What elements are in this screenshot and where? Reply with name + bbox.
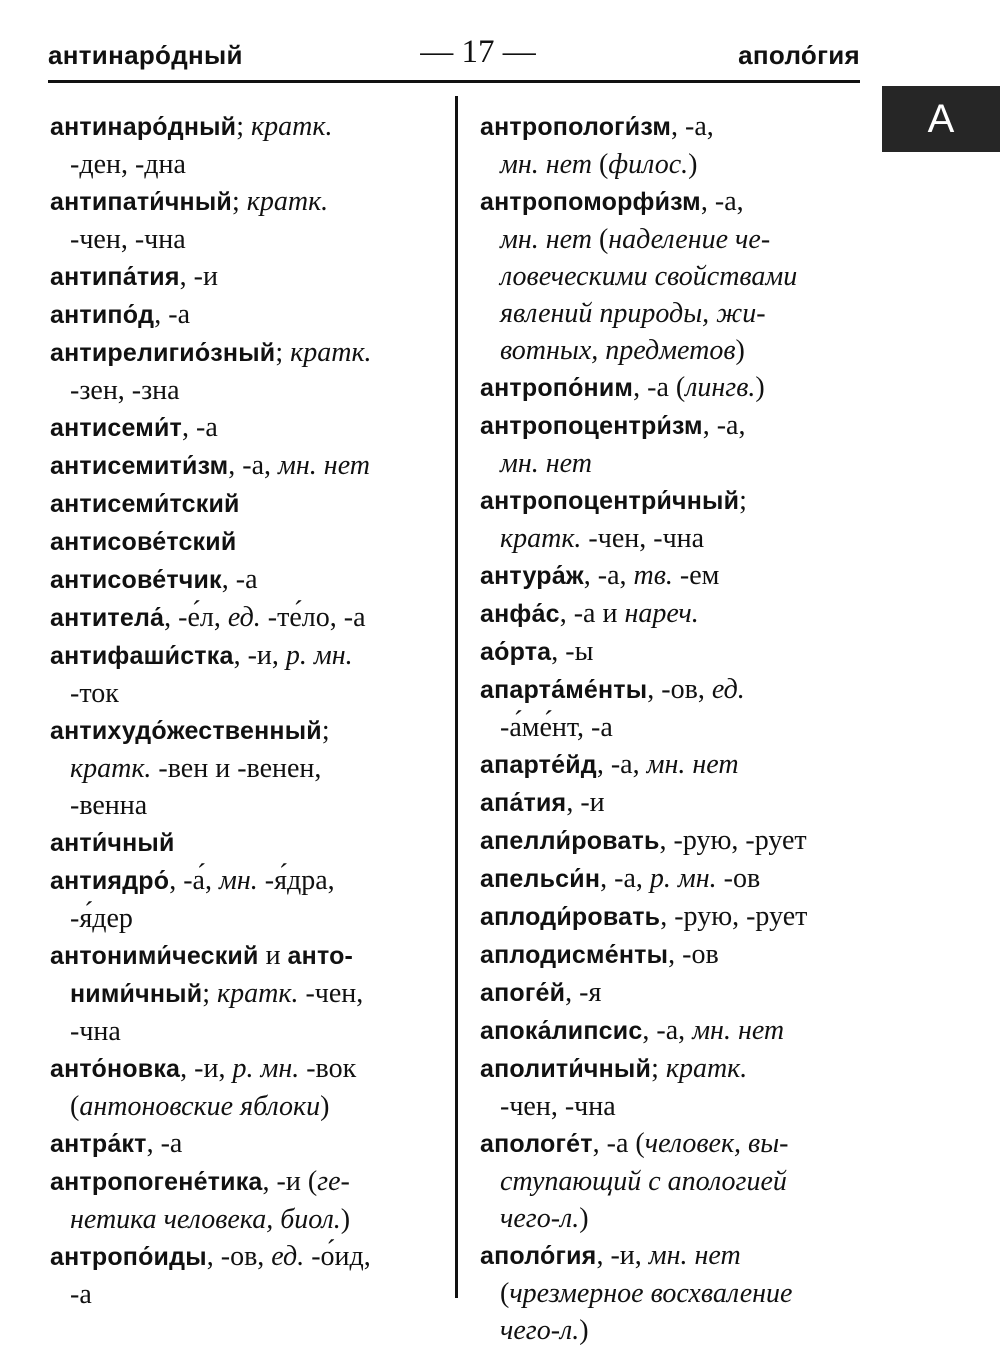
inflection-text: -чна [70,1016,121,1047]
entry-line [50,824,445,862]
inflection-text: , -а ( [633,372,686,403]
dictionary-entry [50,108,445,183]
grammar-note: лингв. [685,372,756,403]
inflection-text: , -и, [596,1240,649,1271]
dictionary-entry [480,108,865,183]
inflection-text: , -а́, [169,865,219,896]
dictionary-entry [50,523,445,561]
headword: антра́кт [50,1130,147,1158]
entry-continuation-line [50,975,445,1013]
entry-continuation-line [480,221,865,258]
inflection-text: , -а, [596,749,647,780]
inflection-text: ; [236,111,252,142]
dictionary-entry [50,599,445,637]
inflection-text: -о́ид, [304,1241,371,1272]
dictionary-entry [50,485,445,523]
entry-line [480,595,865,633]
grammar-note: мн. нет [500,149,592,180]
entry-line [50,561,445,599]
grammar-note: ловеческими свойствами [500,261,798,292]
headword: аполити́чный [480,1055,652,1083]
entry-line [480,671,865,709]
entry-continuation-line [480,258,865,295]
headword: антропологи́зм [480,113,672,141]
inflection-text: , -рую, -рует [659,825,807,856]
inflection-text: ; [202,978,218,1009]
headword: апоге́й [480,979,566,1007]
entry-line [480,1012,865,1050]
inflection-text: -я́дра, [257,865,335,896]
inflection-text: , -а, [642,1015,693,1046]
grammar-note: р. мн. [649,863,717,894]
inflection-text: , -а, [583,560,634,591]
dictionary-entry [480,595,865,633]
entry-line [50,937,445,975]
inflection-text: , -ов, [206,1241,272,1272]
dictionary-entry [480,671,865,746]
entry-continuation-line [480,1088,865,1125]
header-left-headword: антинаро́дный [48,40,243,70]
entry-line [480,557,865,595]
headword: антура́ж [480,562,584,590]
inflection-text: ; [739,485,747,516]
entry-line [50,183,445,221]
dictionary-entry [50,712,445,824]
dictionary-entry [50,334,445,409]
dictionary-entry [50,1238,445,1313]
inflection-text: , -а [154,299,191,330]
entry-line [50,296,445,334]
entry-continuation-line [50,1013,445,1050]
dictionary-entry [50,183,445,258]
headword: антисове́тский [50,528,237,556]
grammar-note: ед. [711,674,745,705]
headword: антипа́тия [50,263,180,291]
headword: апелли́ровать [480,827,660,855]
page-number: — 17 — [420,34,536,70]
entry-continuation-line [50,372,445,409]
inflection-text: , -а [146,1128,183,1159]
inflection-text: -вок [299,1053,357,1084]
headword: антирелигио́зный [50,339,276,367]
dictionary-entry [480,784,865,822]
headword: антропоцентри́чный [480,487,740,515]
entry-line [480,108,865,146]
grammar-note: человек, вы- [644,1128,789,1159]
entry-line [50,108,445,146]
grammar-note: филос. [608,149,689,180]
entry-continuation-line [50,1276,445,1313]
grammar-note: мн. нет [648,1240,741,1271]
entry-line [50,862,445,900]
grammar-note: кратк. [500,523,582,554]
grammar-note: антоновские яблоки [79,1091,321,1122]
inflection-text: , -и ( [262,1166,318,1197]
dictionary-entry [480,633,865,671]
dictionary-entry [480,1050,865,1125]
header-right-headword: аполо́гия [738,40,860,70]
running-header [48,30,860,83]
dictionary-entry [50,561,445,599]
entry-line [480,1237,865,1275]
entry-line [50,447,445,485]
inflection-text: , -ов [668,939,719,970]
headword: антропоцентри́зм [480,412,703,440]
inflection-text: ( [70,1091,80,1122]
inflection-text: -чен, -чна [70,224,186,255]
dictionary-entry [50,937,445,1050]
inflection-text: , -а, [700,186,744,217]
headword: антропо́ним [480,374,634,402]
entry-line [480,633,865,671]
grammar-note: кратк. [665,1053,748,1084]
dictionary-entry [480,974,865,1012]
headword: апарте́йд [480,751,597,779]
entry-continuation-line [50,900,445,937]
dictionary-entry [480,860,865,898]
inflection-text: , -а [221,564,258,595]
entry-line [480,784,865,822]
entry-line [480,407,865,445]
dictionary-entry [50,637,445,712]
inflection-text: ) [735,335,745,366]
dictionary-entry [480,746,865,784]
inflection-text: -чен, -чна [581,523,705,554]
dictionary-entry [480,407,865,482]
headword: ао́рта [480,638,552,666]
entry-line [50,1238,445,1276]
grammar-note: мн. нет [500,224,592,255]
inflection-text: -а [70,1279,92,1310]
grammar-note: мн. нет [278,450,370,481]
entry-continuation-line [50,750,445,787]
grammar-note: мн. нет [692,1015,785,1046]
dictionary-entry [480,557,865,595]
inflection-text: , -и, [233,640,286,671]
column-divider [455,96,458,1298]
headword: антитела́ [50,604,165,632]
dictionary-entry [50,824,445,862]
grammar-note: кратк. [70,753,152,784]
dictionary-entry [480,1237,865,1349]
headword: антисеми́тский [50,490,240,518]
grammar-note: чрезмерное восхваление [509,1278,793,1309]
thumb-tab-letter: А [927,97,955,141]
grammar-note: кратк. [246,186,329,217]
dictionary-entry [480,482,865,557]
grammar-note: ед. [271,1241,305,1272]
entry-continuation-line [480,1275,865,1312]
dictionary-entry [50,296,445,334]
inflection-text: , -е́л, [164,602,228,633]
headword: апологе́т [480,1130,593,1158]
entry-continuation-line [480,1200,865,1237]
headword: антоними́ческий [50,942,259,970]
headword: антинаро́дный [50,113,237,141]
grammar-note: кратк. [290,337,372,368]
entry-continuation-line [50,787,445,824]
entry-continuation-line [50,221,445,258]
inflection-text: -чен, [298,978,364,1009]
entry-continuation-line [50,146,445,183]
inflection-text: -а́ме́нт, -а [500,712,613,743]
inflection-text: ( [591,224,609,255]
entry-continuation-line [480,295,865,332]
headword: аполо́гия [480,1242,597,1270]
entry-line [50,485,445,523]
grammar-note: кратк. [251,111,333,142]
inflection-text: , -а, [702,410,746,441]
entry-line [50,1050,445,1088]
dictionary-entry [50,1125,445,1163]
headword: антисове́тчик [50,566,222,594]
entry-continuation-line [480,146,865,183]
dictionary-entry [50,409,445,447]
letter-thumb-tab [882,86,1000,152]
inflection-text: -я́дер [70,903,133,934]
dictionary-entry [480,822,865,860]
grammar-note: явлений природы, жи- [500,298,766,329]
inflection-text: , -я [565,977,602,1008]
dictionary-entry [50,862,445,937]
inflection-text: -ов [716,863,761,894]
headword: антропогене́тика [50,1168,263,1196]
inflection-text: ( [591,149,609,180]
headword: антихудо́жественный [50,717,322,745]
grammar-note: нетика человека, биол. [70,1204,341,1235]
grammar-note: мн. [218,865,258,896]
grammar-note: ступающий с апологией [500,1166,787,1197]
inflection-text: , -ов, [647,674,712,705]
inflection-text: ) [688,149,698,180]
entry-continuation-line [50,675,445,712]
entry-line [480,822,865,860]
headword: аплодисме́нты [480,941,669,969]
dictionary-entry [480,369,865,407]
entry-line [50,409,445,447]
inflection-text: , -а и [559,598,625,629]
dictionary-entry [480,1125,865,1237]
headword: антипати́чный [50,188,232,216]
dictionary-entry [50,1163,445,1238]
entry-continuation-line [480,1163,865,1200]
headword: антиядро́ [50,867,170,895]
inflection-text: , -и, [180,1053,233,1084]
grammar-note: чего-л. [500,1315,580,1346]
grammar-note: чего-л. [500,1203,580,1234]
inflection-text: -ден, -дна [70,149,186,180]
entry-line [50,523,445,561]
grammar-note: вотных, предметов [500,335,736,366]
headword: антисеми́т [50,414,183,442]
entry-continuation-line [480,332,865,369]
grammar-note: мн. нет [646,749,739,780]
headword: анфа́с [480,600,560,628]
entry-line [480,936,865,974]
grammar-note: ге- [317,1166,350,1197]
inflection-text: , -и [566,787,605,818]
dictionary-entry [50,258,445,296]
grammar-note: р. мн. [232,1053,300,1084]
dictionary-entry [480,1012,865,1050]
headword: ними́чный [70,980,203,1008]
entry-continuation-line [480,1312,865,1349]
headword: апарта́ме́нты [480,676,648,704]
entry-line [50,637,445,675]
entry-continuation-line [50,1088,445,1125]
inflection-text: -чен, -чна [500,1091,616,1122]
inflection-text: , -а [182,412,218,443]
headword: анто- [287,942,354,970]
entry-continuation-line [480,709,865,746]
dictionary-entry [480,936,865,974]
inflection-text: , -а ( [592,1128,645,1159]
headword: апока́липсис [480,1017,643,1045]
grammar-note: тв. [633,560,673,591]
inflection-text: ; [275,337,291,368]
entry-line [480,898,865,936]
dictionary-entry [480,898,865,936]
dictionary-entry [480,183,865,369]
inflection-text: ( [500,1278,510,1309]
inflection-text: , -а, [600,863,650,894]
inflection-text: , -рую, -рует [660,901,808,932]
headword: анти́чный [50,829,175,857]
inflection-text: , -а, [228,450,279,481]
entry-continuation-line [480,520,865,557]
headword: аплоди́ровать [480,903,661,931]
inflection-text: , -ы [551,636,594,667]
inflection-text: ) [340,1204,351,1235]
entry-line [480,369,865,407]
inflection-text: -ток [70,678,119,709]
entry-continuation-line [480,445,865,482]
grammar-note: нареч. [624,598,699,629]
inflection-text: ) [579,1203,589,1234]
headword: анто́новка [50,1055,181,1083]
inflection-text: -венна [70,790,148,821]
entry-line [480,860,865,898]
inflection-text: ; [651,1053,666,1084]
inflection-text: -те́ло, -а [260,602,366,633]
entry-line [480,482,865,520]
entry-continuation-line [50,1201,445,1238]
entry-line [50,1125,445,1163]
headword: антифаши́стка [50,642,234,670]
inflection-text: ) [755,372,765,403]
left-column [50,108,445,1313]
entry-line [480,974,865,1012]
headword: антипо́д [50,301,155,329]
entry-line [50,334,445,372]
inflection-text: -ем [672,560,720,591]
entry-line [480,1125,865,1163]
entry-line [50,712,445,750]
headword: антисемити́зм [50,452,229,480]
entry-line [50,1163,445,1201]
headword: апельси́н [480,865,601,893]
inflection-text: ) [579,1315,589,1346]
headword: апа́тия [480,789,567,817]
grammar-note: мн. нет [500,448,592,479]
grammar-note: р. мн. [285,640,353,671]
inflection-text: , -а, [671,111,714,142]
inflection-text: , -и [179,261,218,292]
entry-line [480,183,865,221]
dictionary-entry [50,1050,445,1125]
headword: антропо́иды [50,1243,207,1271]
inflection-text: и [258,940,288,971]
grammar-note: наделение че- [608,224,771,255]
entry-line [480,1050,865,1088]
grammar-note: кратк. [217,978,299,1009]
inflection-text: ) [320,1091,330,1122]
entry-line [480,746,865,784]
inflection-text: ; [231,186,247,217]
entry-line [50,258,445,296]
entry-line [50,599,445,637]
headword: антропоморфи́зм [480,188,701,216]
inflection-text: -вен и -венен, [151,753,322,784]
grammar-note: ед. [227,602,261,633]
right-column [480,108,865,1349]
inflection-text: -зен, -зна [70,375,180,406]
dictionary-entry [50,447,445,485]
inflection-text: ; [321,715,330,746]
